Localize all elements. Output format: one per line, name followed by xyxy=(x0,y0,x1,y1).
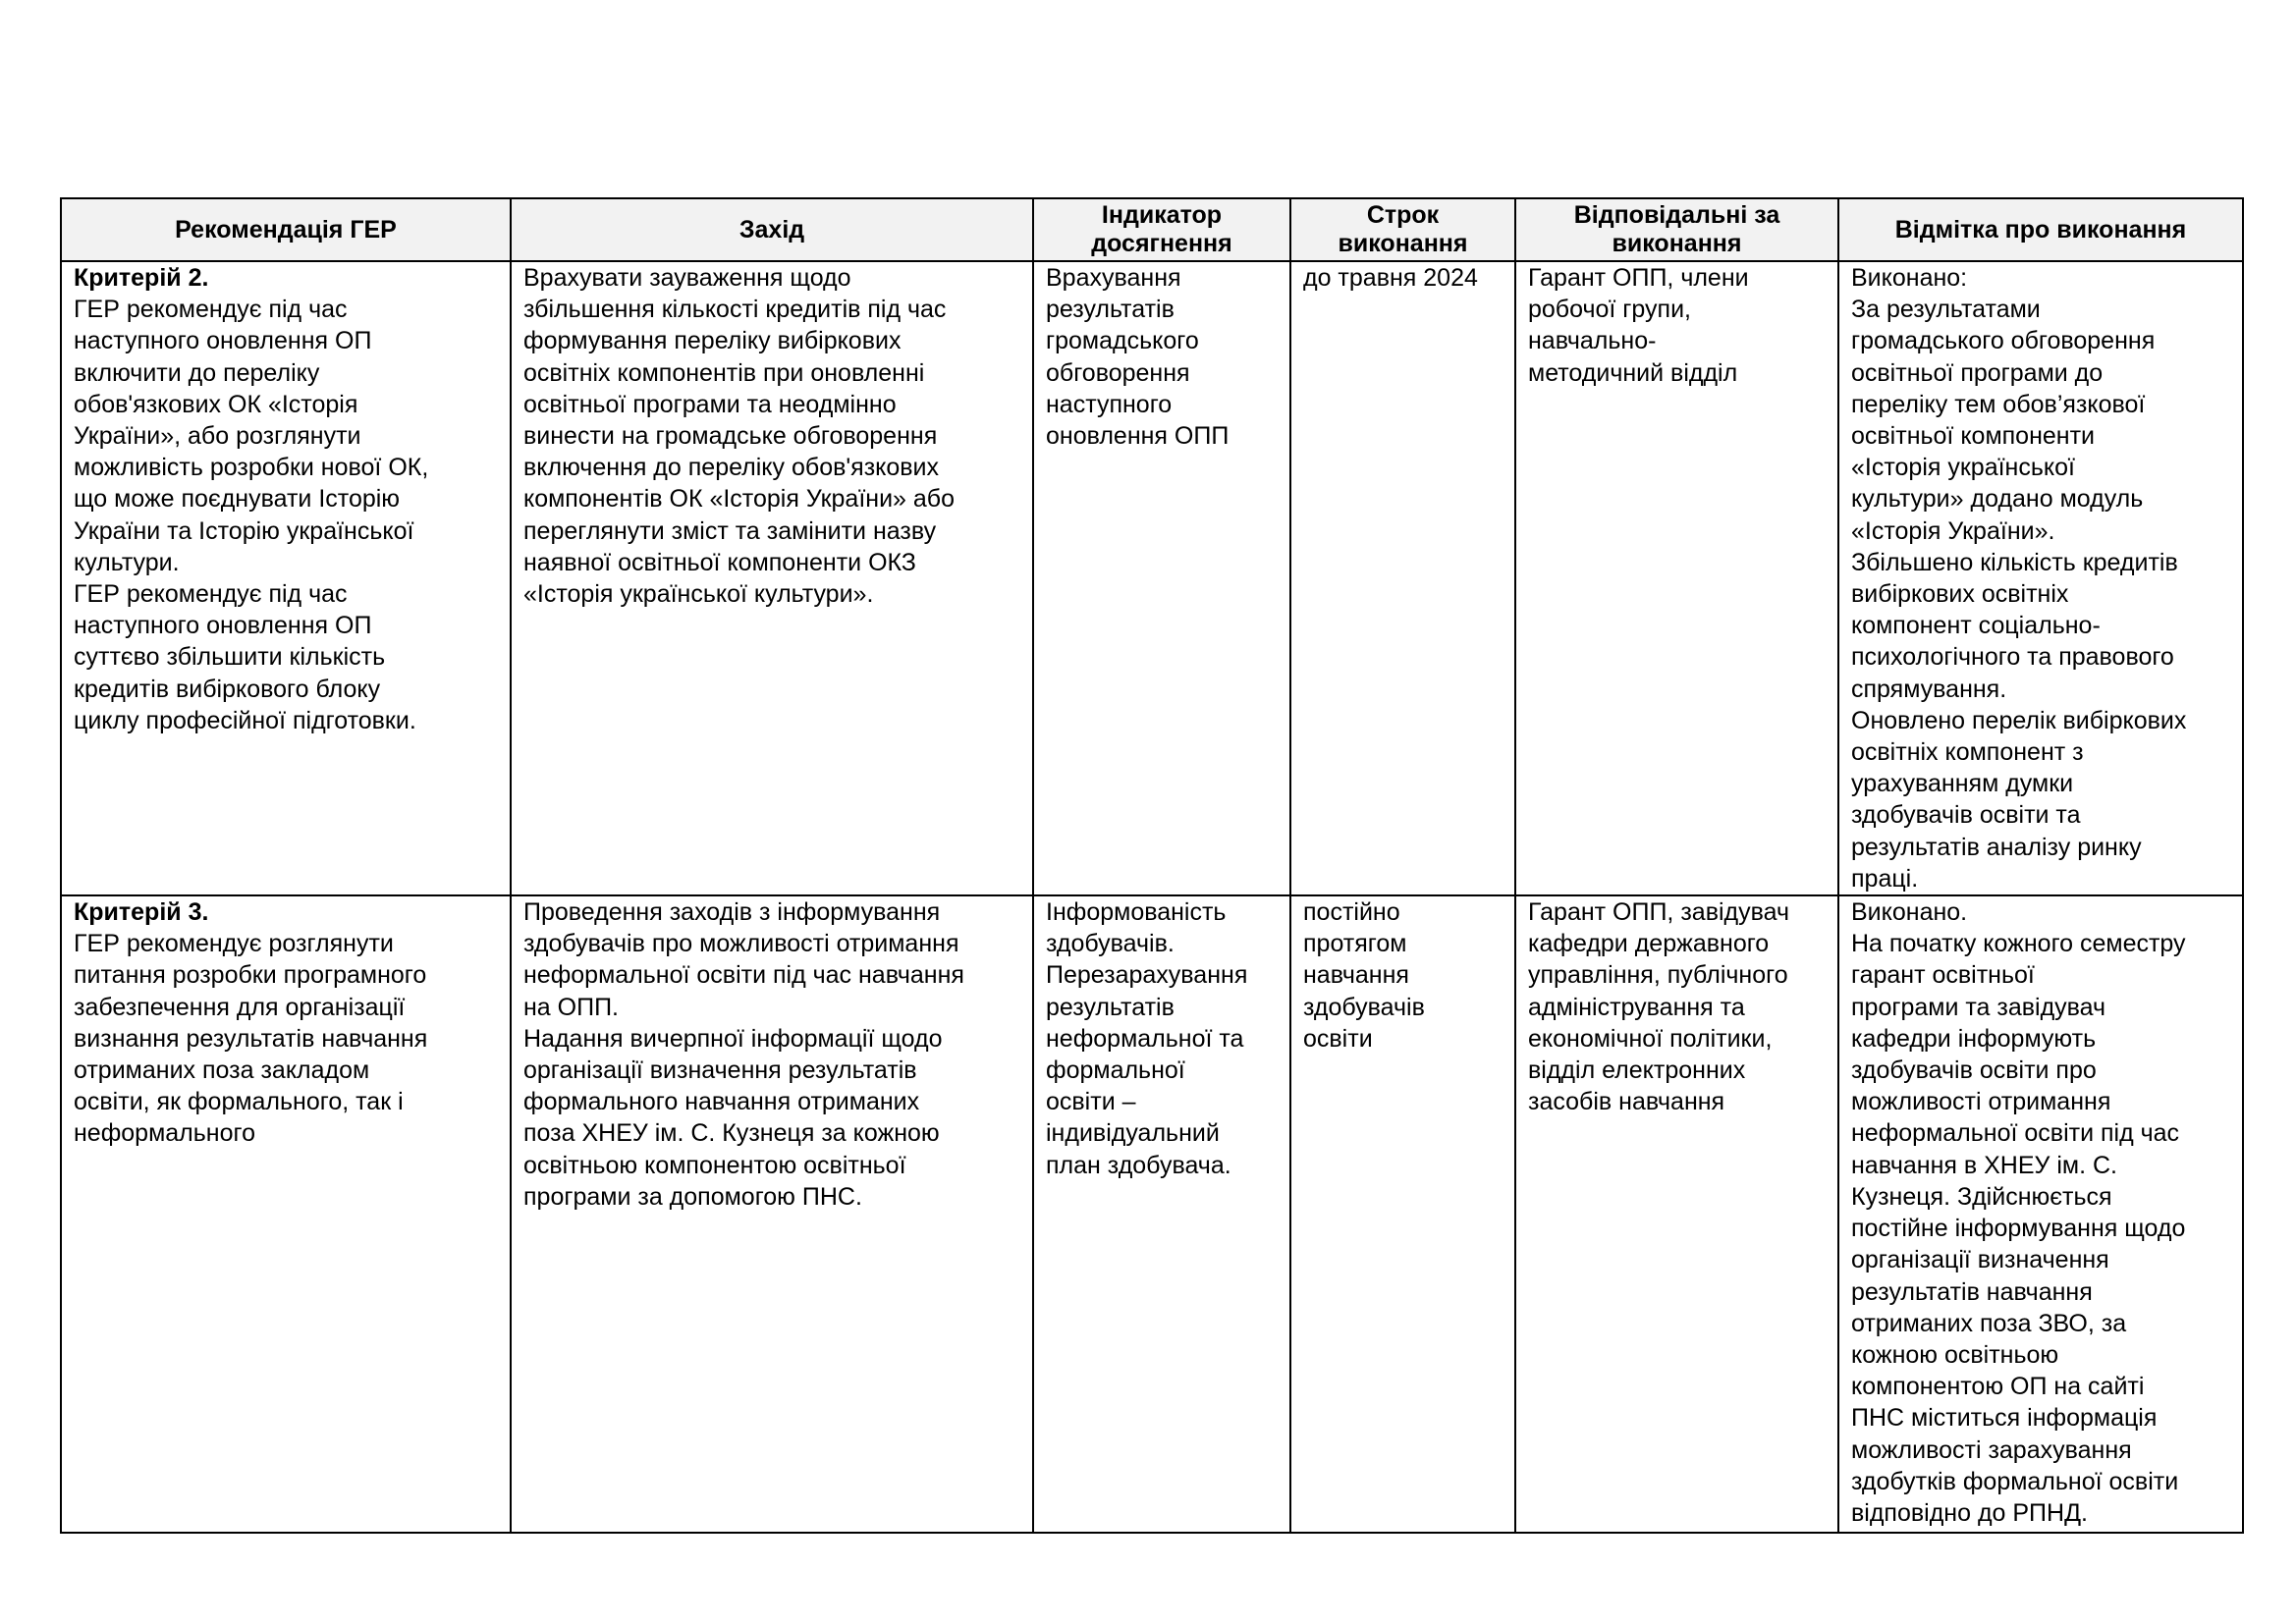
cell-text-line: формальної xyxy=(1046,1056,1185,1085)
cell-text-line: формального навчання отриманих xyxy=(523,1088,920,1116)
cell-text-line: робочої групи, xyxy=(1528,296,1691,324)
cell-text-line: протягом xyxy=(1303,930,1407,958)
cell-text-line: спрямування. xyxy=(1851,675,2007,703)
cell-text-line: економічної політики, xyxy=(1528,1024,1773,1053)
cell-text-line: постійно xyxy=(1303,898,1400,927)
cell-measure xyxy=(511,261,1033,895)
cell-text-line: освітніх компонентів при оновленні xyxy=(523,358,925,387)
cell-text-line: збільшення кількості кредитів під час xyxy=(523,296,947,324)
cell-text-line: здобувачів. xyxy=(1046,930,1175,958)
cell-text-line: Виконано. xyxy=(1851,898,1968,927)
cell-text-line: включення до переліку обов'язкових xyxy=(523,454,940,482)
cell-text-line: Кузнеця. Здійснюється xyxy=(1851,1182,2112,1211)
cell-text-line: здобувачів xyxy=(1303,993,1425,1021)
cell-text-line: культури» додано модуль xyxy=(1851,485,2144,514)
cell-text-line: наявної освітньої компоненти ОКЗ xyxy=(523,548,916,576)
cell-text-line: винести на громадське обговорення xyxy=(523,422,938,451)
cell-text-line: переглянути зміст та замінити назву xyxy=(523,516,937,545)
cell-text-line: громадського xyxy=(1046,327,1199,355)
cell-text-line: Оновлено перелік вибіркових xyxy=(1851,706,2187,734)
cell-text-line: до травня 2024 xyxy=(1303,264,1478,292)
cell-text-line: ГЕР рекомендує під час xyxy=(74,296,348,324)
cell-text-line: гарант освітньої xyxy=(1851,961,2035,990)
action-plan-table xyxy=(60,197,2244,1534)
cell-text-line: включити до переліку xyxy=(74,358,320,387)
cell-deadline xyxy=(1290,261,1515,895)
cell-text-line: на ОПП. xyxy=(523,993,619,1021)
cell-text-line: Гарант ОПП, члени xyxy=(1528,264,1749,292)
cell-text-line: кредитів вибіркового блоку xyxy=(74,675,381,703)
cell-text-line: кафедри державного xyxy=(1528,930,1770,958)
cell-text-line: ГЕР рекомендує під час xyxy=(74,580,348,609)
cell-text-line: результатів аналізу ринку xyxy=(1851,833,2142,861)
cell-text-line: неформальної освіти під час xyxy=(1851,1119,2180,1148)
cell-text-line: можливість розробки нової ОК, xyxy=(74,454,429,482)
cell-text-line: здобутків формальної освіти xyxy=(1851,1467,2179,1495)
cell-text-line: програми та завідувач xyxy=(1851,993,2106,1021)
cell-text-line: результатів навчання xyxy=(1851,1277,2093,1306)
cell-recommendation xyxy=(61,261,511,895)
cell-text-line: Збільшено кількість кредитів xyxy=(1851,548,2178,576)
cell-text-line: наступного xyxy=(1046,390,1173,418)
criterion-title: Критерій 2. xyxy=(74,264,209,292)
cell-text-line: отриманих поза закладом xyxy=(74,1056,370,1085)
cell-text-line: обговорення xyxy=(1046,358,1190,387)
cell-text-line: Виконано: xyxy=(1851,264,1968,292)
table-row xyxy=(61,895,2243,1533)
cell-text-line: кожною освітньою xyxy=(1851,1340,2059,1369)
cell-text-line: Перезарахування xyxy=(1046,961,1248,990)
cell-status xyxy=(1838,895,2243,1533)
header-recommendation: Рекомендація ГЕР xyxy=(61,198,511,261)
cell-text-line: «Історія української культури». xyxy=(523,580,874,609)
cell-text-line: відділ електронних xyxy=(1528,1056,1746,1085)
cell-text-line: план здобувача. xyxy=(1046,1151,1231,1179)
header-status: Відмітка про виконання xyxy=(1838,198,2243,261)
table-row xyxy=(61,261,2243,895)
cell-text-line: освітньої програми до xyxy=(1851,358,2104,387)
cell-text-line: визнання результатів навчання xyxy=(74,1024,428,1053)
cell-text-line: освітньої компоненти xyxy=(1851,422,2095,451)
cell-text-line: психологічного та правового xyxy=(1851,643,2174,672)
cell-text-line: праці. xyxy=(1851,864,1919,893)
cell-text-line: суттєво збільшити кількість xyxy=(74,643,386,672)
cell-text-line: наступного оновлення ОП xyxy=(74,327,372,355)
cell-text-line: відповідно до РПНД. xyxy=(1851,1498,2088,1527)
cell-text-line: Надання вичерпної інформації щодо xyxy=(523,1024,943,1053)
cell-text-line: засобів навчання xyxy=(1528,1088,1725,1116)
cell-text-line: організації визначення xyxy=(1851,1246,2109,1274)
cell-text-line: «Історія української xyxy=(1851,454,2075,482)
cell-text-line: результатів xyxy=(1046,296,1175,324)
cell-text-line: освітніх компонент з xyxy=(1851,738,2084,767)
cell-text-line: програми за допомогою ПНС. xyxy=(523,1182,862,1211)
cell-text-line: ГЕР рекомендує розглянути xyxy=(74,930,394,958)
cell-text-line: здобувачів освіти про xyxy=(1851,1056,2097,1085)
cell-text-line: забезпечення для організації xyxy=(74,993,406,1021)
cell-text-line: За результатами xyxy=(1851,296,2041,324)
cell-text-line: Гарант ОПП, завідувач xyxy=(1528,898,1789,927)
cell-text-line: наступного оновлення ОП xyxy=(74,612,372,640)
cell-status xyxy=(1838,261,2243,895)
header-responsible: Відповідальні за виконання xyxy=(1515,198,1838,261)
criterion-title: Критерій 3. xyxy=(74,898,209,927)
cell-text-line: Врахувати зауваження щодо xyxy=(523,264,851,292)
cell-text-line: урахуванням думки xyxy=(1851,770,2074,798)
cell-text-line: освіти xyxy=(1303,1024,1373,1053)
cell-text-line: організації визначення результатів xyxy=(523,1056,917,1085)
cell-text-line: індивідуальний xyxy=(1046,1119,1220,1148)
cell-text-line: отриманих поза ЗВО, за xyxy=(1851,1309,2127,1337)
cell-text-line: навчання в ХНЕУ ім. С. xyxy=(1851,1151,2117,1179)
cell-text-line: компонентів ОК «Історія України» або xyxy=(523,485,956,514)
cell-text-line: управління, публічного xyxy=(1528,961,1788,990)
cell-text-line: можливості зарахування xyxy=(1851,1435,2132,1464)
cell-text-line: навчання xyxy=(1303,961,1409,990)
cell-text-line: освітньою компонентою освітньої xyxy=(523,1151,906,1179)
cell-text-line: компонентою ОП на сайті xyxy=(1851,1373,2145,1401)
cell-text-line: результатів xyxy=(1046,993,1175,1021)
cell-text-line: неформального xyxy=(74,1119,255,1148)
cell-text-line: ПНС міститься інформація xyxy=(1851,1404,2158,1433)
cell-text-line: оновлення ОПП xyxy=(1046,422,1230,451)
cell-text-line: вибіркових освітніх xyxy=(1851,580,2069,609)
cell-text-line: поза ХНЕУ ім. С. Кузнеця за кожною xyxy=(523,1119,940,1148)
cell-text-line: навчально- xyxy=(1528,327,1657,355)
cell-text-line: що може поєднувати Історію xyxy=(74,485,401,514)
cell-text-line: компонент соціально- xyxy=(1851,612,2101,640)
cell-text-line: кафедри інформують xyxy=(1851,1024,2097,1053)
cell-text-line: освіти, як формального, так і xyxy=(74,1088,404,1116)
cell-text-line: здобувачів освіти та xyxy=(1851,801,2081,830)
cell-text-line: неформальної та xyxy=(1046,1024,1244,1053)
cell-text-line: переліку тем обов’язкової xyxy=(1851,390,2146,418)
cell-text-line: громадського обговорення xyxy=(1851,327,2156,355)
cell-responsible xyxy=(1515,261,1838,895)
cell-deadline xyxy=(1290,895,1515,1533)
cell-recommendation xyxy=(61,895,511,1533)
cell-text-line: обов'язкових ОК «Історія xyxy=(74,390,358,418)
cell-measure xyxy=(511,895,1033,1533)
cell-text-line: циклу професійної підготовки. xyxy=(74,706,416,734)
cell-text-line: культури. xyxy=(74,548,180,576)
cell-indicator xyxy=(1033,895,1290,1533)
cell-text-line: освіти – xyxy=(1046,1088,1136,1116)
cell-text-line: На початку кожного семестру xyxy=(1851,930,2186,958)
table-header-row xyxy=(61,198,2243,261)
cell-text-line: постійне інформування щодо xyxy=(1851,1215,2186,1243)
cell-text-line: освітньої програми та неодмінно xyxy=(523,390,897,418)
cell-indicator xyxy=(1033,261,1290,895)
cell-text-line: питання розробки програмного xyxy=(74,961,427,990)
cell-text-line: адміністрування та xyxy=(1528,993,1745,1021)
cell-text-line: Врахування xyxy=(1046,264,1181,292)
header-measure: Захід xyxy=(511,198,1033,261)
cell-text-line: Проведення заходів з інформування xyxy=(523,898,941,927)
header-deadline: Строк виконання xyxy=(1290,198,1515,261)
cell-text-line: «Історія України». xyxy=(1851,516,2055,545)
cell-text-line: можливості отримання xyxy=(1851,1088,2111,1116)
cell-text-line: неформальної освіти під час навчання xyxy=(523,961,964,990)
cell-text-line: формування переліку вибіркових xyxy=(523,327,902,355)
header-indicator: Індикатор досягнення xyxy=(1033,198,1290,261)
cell-text-line: методичний відділ xyxy=(1528,358,1738,387)
cell-text-line: України», або розглянути xyxy=(74,422,361,451)
cell-responsible xyxy=(1515,895,1838,1533)
cell-text-line: України та Історію української xyxy=(74,516,414,545)
cell-text-line: здобувачів про можливості отримання xyxy=(523,930,959,958)
cell-text-line: Інформованість xyxy=(1046,898,1227,927)
